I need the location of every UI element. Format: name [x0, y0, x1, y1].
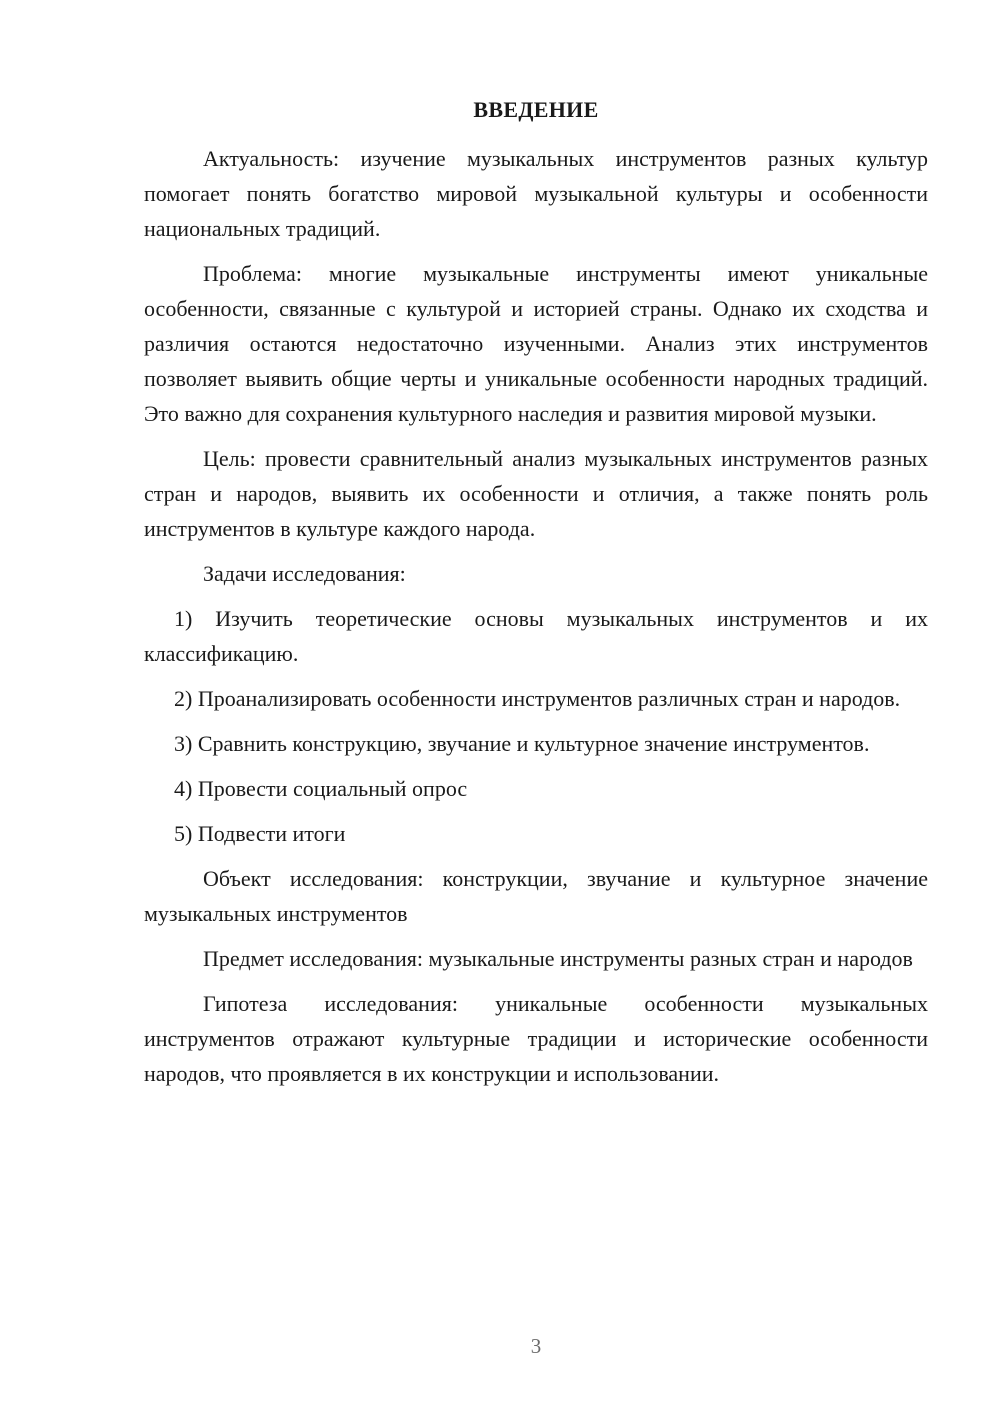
paragraph-object: Объект исследования: конструкции, звучание и культурное значение музыкальных инструментов	[144, 866, 928, 926]
list-item: 3) Сравнить конструкцию, звучание и культурное значение инструментов.	[174, 731, 870, 756]
paragraph-goal: Цель: провести сравнительный анализ музыкальных инструментов разных стран и народов, выявить их особенности и отличия, а также понять роль инструментов в культуре каждого народа.	[144, 446, 928, 541]
tasks-list	[144, 601, 928, 851]
paragraph-tasks-heading: Задачи исследования:	[203, 561, 406, 586]
page-content	[144, 94, 928, 1101]
list-item: 1) Изучить теоретические основы музыкальных инструментов и их классификацию.	[144, 606, 928, 666]
section-title: ВВЕДЕНИЕ	[473, 97, 599, 122]
list-item: 4) Провести социальный опрос	[174, 776, 468, 801]
paragraph-relevance: Актуальность: изучение музыкальных инструментов разных культур помогает понять богатство мировой музыкальной культуры и особенности национальных традиций.	[144, 146, 928, 241]
page-number: 3	[530, 1334, 542, 1358]
list-item: 5) Подвести итоги	[174, 821, 346, 846]
paragraph-problem: Проблема: многие музыкальные инструменты имеют уникальные особенности, связанные с культурой и историей страны. Однако их сходства и различия остаются недостаточно изученными. Анализ этих инструментов позволяет выявить общие черты и уникальные особенности народных традиций. Это важно для сохранения культурного наследия и развития мировой музыки.	[144, 261, 928, 426]
paragraph-subject: Предмет исследования: музыкальные инструменты разных стран и народов	[203, 946, 913, 971]
paragraph-hypothesis: Гипотеза исследования: уникальные особенности музыкальных инструментов отражают культурные традиции и исторические особенности народов, что проявляется в их конструкции и использовании.	[144, 991, 928, 1086]
list-item: 2) Проанализировать особенности инструментов различных стран и народов.	[174, 686, 901, 711]
